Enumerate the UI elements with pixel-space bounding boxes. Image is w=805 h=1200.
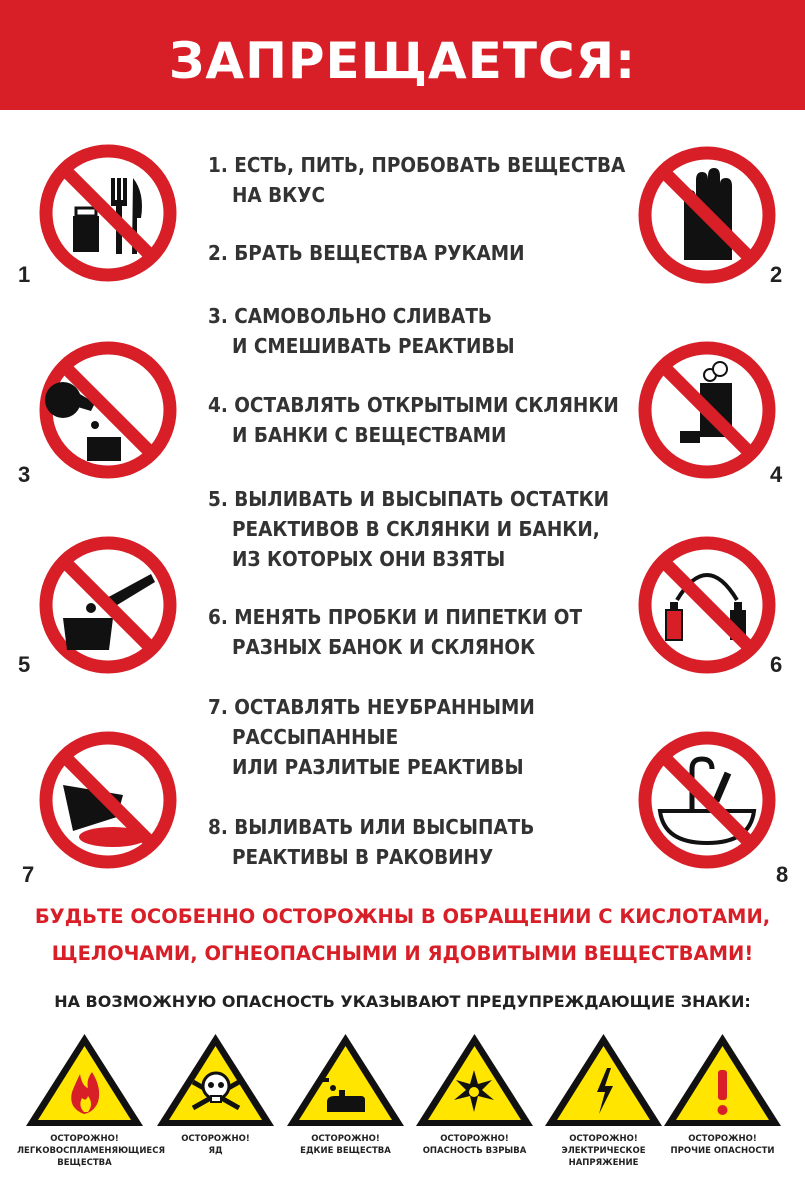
- no-pouring-into-sink-icon: [632, 725, 782, 875]
- hazard-label: [536, 1133, 671, 1169]
- hazard-label: [278, 1133, 413, 1157]
- hazard-label-line: ОСТОРОЖНО!: [688, 1134, 757, 1144]
- corrosive-hand-icon: [283, 1030, 408, 1130]
- no-mixing-reagents-icon: [33, 335, 183, 485]
- rule-8: [208, 812, 534, 872]
- rule-line: ИЛИ РАЗЛИТЫЕ РЕАКТИВЫ: [232, 755, 524, 779]
- hazard-label-line: ЯД: [208, 1146, 223, 1156]
- hazard-label: [407, 1133, 542, 1157]
- flame-icon: [22, 1030, 147, 1130]
- rule-line: 4. ОСТАВЛЯТЬ ОТКРЫТЫМИ СКЛЯНКИ: [208, 393, 619, 417]
- hazard-intro: НА ВОЗМОЖНУЮ ОПАСНОСТЬ УКАЗЫВАЮТ ПРЕДУПРЕЖДАЮЩИЕ ЗНАКИ:: [54, 992, 751, 1011]
- skull-crossbones-icon: [153, 1030, 278, 1130]
- hazard-label-line: ОСТОРОЖНО!: [569, 1134, 638, 1144]
- sign-number: 5: [18, 652, 31, 677]
- hazard-label-line: НАПРЯЖЕНИЕ: [568, 1158, 639, 1168]
- rule-line: 8. ВЫЛИВАТЬ ИЛИ ВЫСЫПАТЬ: [208, 815, 535, 839]
- rule-1: [208, 150, 625, 210]
- no-swapping-stoppers-icon: [632, 530, 782, 680]
- hazard-label: [148, 1133, 283, 1157]
- rule-3: [208, 301, 515, 361]
- hazard-label: [17, 1133, 166, 1169]
- page-title: ЗАПРЕЩАЕТСЯ:: [168, 32, 637, 90]
- hazard-label-line: ЕДКИЕ ВЕЩЕСТВА: [300, 1146, 391, 1156]
- header-banner: [0, 0, 805, 110]
- rule-line: И СМЕШИВАТЬ РЕАКТИВЫ: [232, 334, 515, 358]
- hazard-label-line: ЭЛЕКТРИЧЕСКОЕ: [561, 1146, 646, 1156]
- warning-line-1: БУДЬТЕ ОСОБЕННО ОСТОРОЖНЫ В ОБРАЩЕНИИ С КИСЛОТАМИ,: [34, 905, 771, 928]
- hazard-label-line: ПРОЧИЕ ОПАСНОСТИ: [670, 1146, 775, 1156]
- rule-line: РАССЫПАННЫЕ: [232, 725, 399, 749]
- rule-6: [208, 602, 582, 662]
- explosion-icon: [412, 1030, 537, 1130]
- rule-line: 6. МЕНЯТЬ ПРОБКИ И ПИПЕТКИ ОТ: [208, 605, 583, 629]
- rule-line: ИЗ КОТОРЫХ ОНИ ВЗЯТЫ: [232, 547, 506, 571]
- sign-number: 4: [770, 462, 783, 487]
- hazard-label-line: ОСТОРОЖНО!: [50, 1134, 119, 1144]
- hazard-label-line: ОСТОРОЖНО!: [311, 1134, 380, 1144]
- sign-number: 8: [776, 862, 789, 887]
- rule-line: 5. ВЫЛИВАТЬ И ВЫСЫПАТЬ ОСТАТКИ: [208, 487, 610, 511]
- rule-line: РЕАКТИВЫ В РАКОВИНУ: [232, 845, 494, 869]
- no-hand-touch-icon: [632, 140, 782, 290]
- rule-4: [208, 390, 619, 450]
- sign-number: 7: [22, 862, 35, 887]
- rule-line: РАЗНЫХ БАНОК И СКЛЯНОК: [232, 635, 536, 659]
- sign-number: 1: [18, 262, 31, 287]
- rule-5: [208, 484, 609, 574]
- rule-line: НА ВКУС: [232, 183, 326, 207]
- rule-line: 2. БРАТЬ ВЕЩЕСТВА РУКАМИ: [208, 241, 525, 265]
- lightning-icon: [541, 1030, 666, 1130]
- sign-number: 2: [770, 262, 783, 287]
- rule-2: [208, 238, 525, 268]
- hazard-label: [655, 1133, 790, 1157]
- hazard-label-line: ОСТОРОЖНО!: [181, 1134, 250, 1144]
- hazard-label-line: ОПАСНОСТЬ ВЗРЫВА: [422, 1146, 527, 1156]
- no-open-containers-icon: [632, 335, 782, 485]
- rule-line: 3. САМОВОЛЬНО СЛИВАТЬ: [208, 304, 492, 328]
- rule-line: 1. ЕСТЬ, ПИТЬ, ПРОБОВАТЬ ВЕЩЕСТВА: [208, 153, 626, 177]
- warning-line-2: ЩЕЛОЧАМИ, ОГНЕОПАСНЫМИ И ЯДОВИТЫМИ ВЕЩЕСТВАМИ!: [51, 942, 754, 965]
- rule-line: 7. ОСТАВЛЯТЬ НЕУБРАННЫМИ: [208, 695, 535, 719]
- no-eating-drinking-icon: [33, 138, 183, 288]
- sign-number: 3: [18, 462, 31, 487]
- rule-line: И БАНКИ С ВЕЩЕСТВАМИ: [232, 423, 507, 447]
- no-pouring-back-icon: [33, 530, 183, 680]
- hazard-label-line: ОСТОРОЖНО!: [440, 1134, 509, 1144]
- no-spilled-reagents-icon: [33, 725, 183, 875]
- hazard-label-line: ЛЕГКОВОСПЛАМЕНЯЮЩИЕСЯ: [17, 1146, 166, 1156]
- exclamation-icon: [660, 1030, 785, 1130]
- rule-7: [208, 692, 535, 782]
- rule-line: РЕАКТИВОВ В СКЛЯНКИ И БАНКИ,: [232, 517, 600, 541]
- hazard-label-line: ВЕЩЕСТВА: [57, 1158, 112, 1168]
- sign-number: 6: [770, 652, 783, 677]
